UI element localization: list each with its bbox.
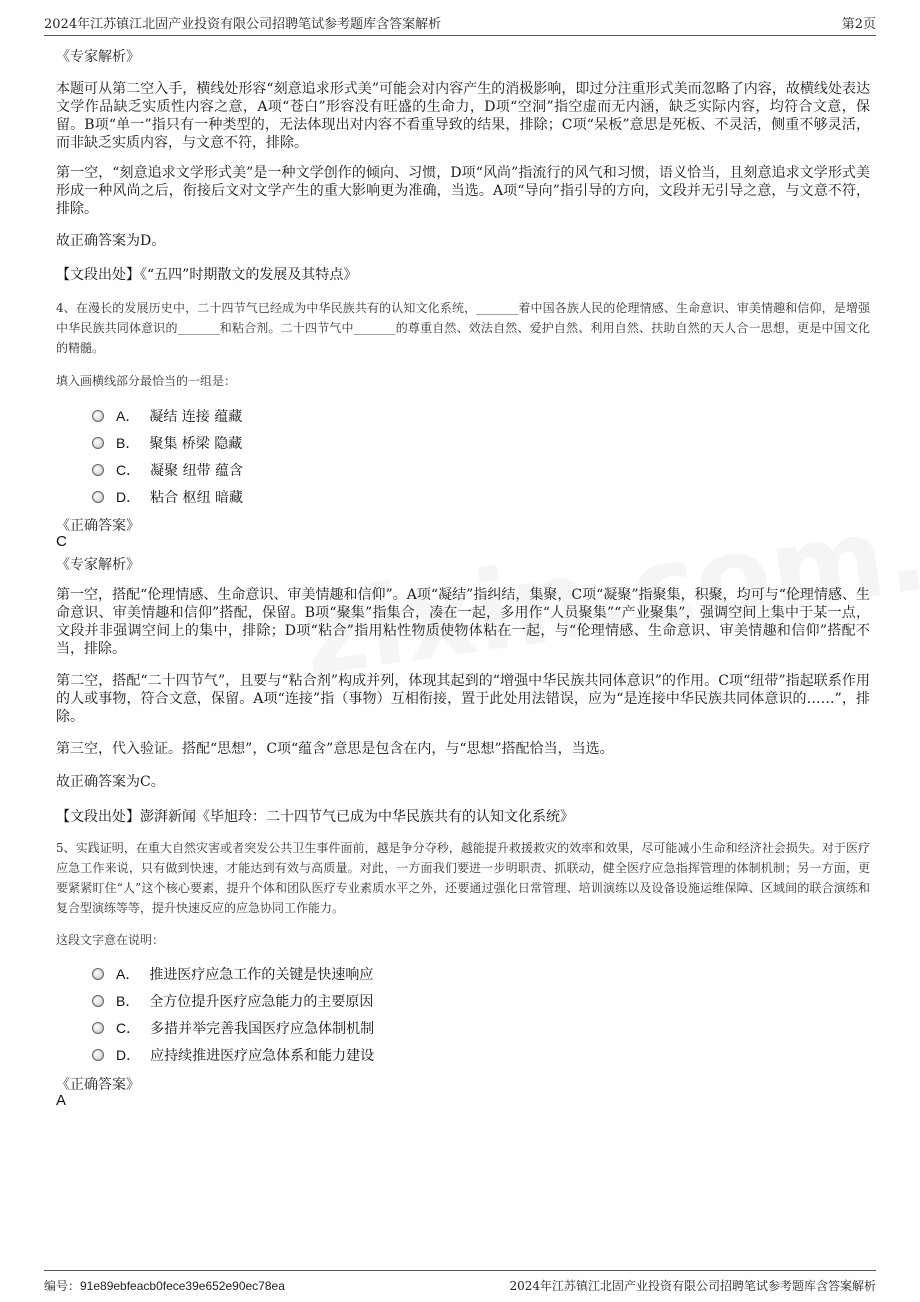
analysis-paragraph: 第一空，搭配“伦理情感、生命意识、审美情趣和信仰”。A项“凝结”指纠结，集聚，C项“凝聚”指聚集，积聚，均可与“伦理情感、生命意识、审美情趣和信仰”搭配，保留。B项“聚集”指集合，凑在一起，多用作“人员聚集”“产业聚集”，强调空间上集中于某一点，文段并非强调空间上的集中，排除；D项“粘合”指用粘性物质使物体粘在一起，与“伦理情感、生命意识、审美情趣和信仰”搭配不当，排除。: [56, 587, 870, 657]
option-c[interactable]: [92, 1018, 374, 1038]
correct-answer-label: 《正确答案》: [56, 1077, 140, 1093]
question-prompt: 填入画横线部分最恰当的一组是：: [56, 374, 237, 388]
radio-icon[interactable]: [92, 437, 104, 449]
source-citation: 【文段出处】《“五四”时期散文的发展及其特点》: [56, 267, 358, 283]
option-text: 全方位提升医疗应急能力的主要原因: [149, 994, 374, 1010]
analysis-paragraph: 第一空，“刻意追求文学形式美”是一种文学创作的倾向、习惯，D项“风尚”指流行的风气和习惯，语义恰当，且刻意追求文学形式美形成一种风尚之后，衔接后文对文学产生的重大影响更为准确，当选。A项“导向”指引导的方向，文段并无引导之意，与文意不符，排除。: [56, 165, 870, 217]
option-a[interactable]: [92, 406, 242, 426]
option-text: 推进医疗应急工作的关键是快速响应: [149, 967, 374, 983]
option-a[interactable]: [92, 964, 373, 984]
header-title: 2024年江苏镇江北固产业投资有限公司招聘笔试参考题库含答案解析: [44, 17, 442, 32]
option-letter: B．: [116, 435, 140, 451]
analysis-paragraph: 第二空，搭配“二十四节气”，且要与“粘合剂”构成并列，体现其起到的“增强中华民族共同体意识”的作用。C项“纽带”指起联系作用的人或事物，符合文意，保留。A项“连接”指（事物）互相衔接，置于此处用法错误，应为“是连接中华民族共同体意识的……”，排除。: [56, 673, 870, 725]
document-code: 编号：91e89ebfeacb0fece39e652e90ec78ea: [44, 1278, 285, 1293]
option-b[interactable]: [92, 991, 373, 1011]
question-text: 5、实践证明，在重大自然灾害或者突发公共卫生事件面前，越是争分夺秒，越能提升救援救灾的效率和效果，尽可能减小生命和经济社会损失。对于医疗应急工作来说，只有做到快速，才能达到有效与高质量。对此，一方面我们要进一步明职责、抓联动，健全医疗应急指挥管理的体制机制；另一方面，更要紧紧盯住“人”这个核心要素，提升个体和团队医疗专业素质水平之外，还要通过强化日常管理、培训演练以及设备设施运维保障、区域间的联合演练和复合型演练等等，提升快速反应的应急协同工作能力。: [56, 841, 870, 915]
radio-icon[interactable]: [92, 1022, 104, 1034]
radio-icon[interactable]: [92, 491, 104, 503]
page-number: 第2页: [841, 17, 876, 32]
option-letter: B．: [116, 993, 140, 1009]
expert-analysis-label: 《专家解析》: [56, 49, 140, 65]
radio-icon[interactable]: [92, 1049, 104, 1061]
option-letter: D．: [116, 1047, 141, 1063]
question-prompt: 这段文字意在说明：: [56, 933, 165, 947]
option-letter: A．: [116, 408, 140, 424]
footer-title: 2024年江苏镇江北固产业投资有限公司招聘笔试参考题库含答案解析: [509, 1278, 876, 1293]
page-header: [44, 10, 876, 36]
radio-icon[interactable]: [92, 995, 104, 1007]
correct-answer-label: 《正确答案》: [56, 518, 140, 534]
question-text: 4、在漫长的发展历史中，二十四节气已经成为中华民族共有的认知文化系统，_______着中国各族人民的伦理情感、生命意识、审美情趣和信仰，是增强中华民族共同体意识的_______和粘合剂。二十四节气中_______的尊重自然、效法自然、爱护自然、利用自然、扶助自然的天人合一思想，更是中国文化的精髓。: [56, 301, 870, 355]
analysis-paragraph: 第三空，代入验证。搭配“思想”，C项“蕴含”意思是包含在内，与“思想”搭配恰当，当选。: [56, 741, 614, 757]
source-citation: 【文段出处】澎湃新闻《毕旭玲：二十四节气已成为中华民族共有的认知文化系统》: [56, 809, 574, 825]
watermark: [295, 467, 920, 701]
correct-answer: A: [56, 1092, 67, 1109]
option-letter: C．: [116, 462, 141, 478]
option-letter: C．: [116, 1020, 141, 1036]
radio-icon[interactable]: [92, 464, 104, 476]
option-d[interactable]: [92, 1045, 374, 1065]
option-text: 粘合 枢纽 暗藏: [150, 490, 244, 506]
option-text: 凝聚 纽带 蕴含: [150, 463, 244, 479]
option-letter: A．: [116, 966, 140, 982]
option-text: 聚集 桥梁 隐藏: [149, 436, 243, 452]
answer-conclusion: 故正确答案为D。: [56, 233, 166, 249]
option-text: 应持续推进医疗应急体系和能力建设: [150, 1048, 375, 1064]
option-c[interactable]: [92, 460, 243, 480]
option-text: 多措并举完善我国医疗应急体制机制: [150, 1021, 375, 1037]
expert-analysis-label: 《专家解析》: [56, 557, 140, 573]
option-d[interactable]: [92, 487, 243, 507]
option-b[interactable]: [92, 433, 242, 453]
analysis-paragraph: 本题可从第二空入手，横线处形容“刻意追求形式美”可能会对内容产生的消极影响，即过分注重形式美而忽略了内容，故横线处表达文学作品缺乏实质性内容之意，A项“苍白”形容没有旺盛的生命力，D项“空洞”指空虚而无内涵，缺乏实际内容，均符合文意，保留。B项“单一”指只有一种类型的，无法体现出对内容不看重导致的结果，排除；C项“呆板”意思是死板、不灵活，侧重不够灵活，而非缺乏实质内容，与文意不符，排除。: [56, 81, 870, 151]
radio-icon[interactable]: [92, 410, 104, 422]
radio-icon[interactable]: [92, 968, 104, 980]
page-footer: [44, 1270, 876, 1295]
correct-answer: C: [56, 533, 67, 550]
option-text: 凝结 连接 蕴藏: [149, 409, 243, 425]
option-letter: D．: [116, 489, 141, 505]
answer-conclusion: 故正确答案为C。: [56, 774, 165, 790]
